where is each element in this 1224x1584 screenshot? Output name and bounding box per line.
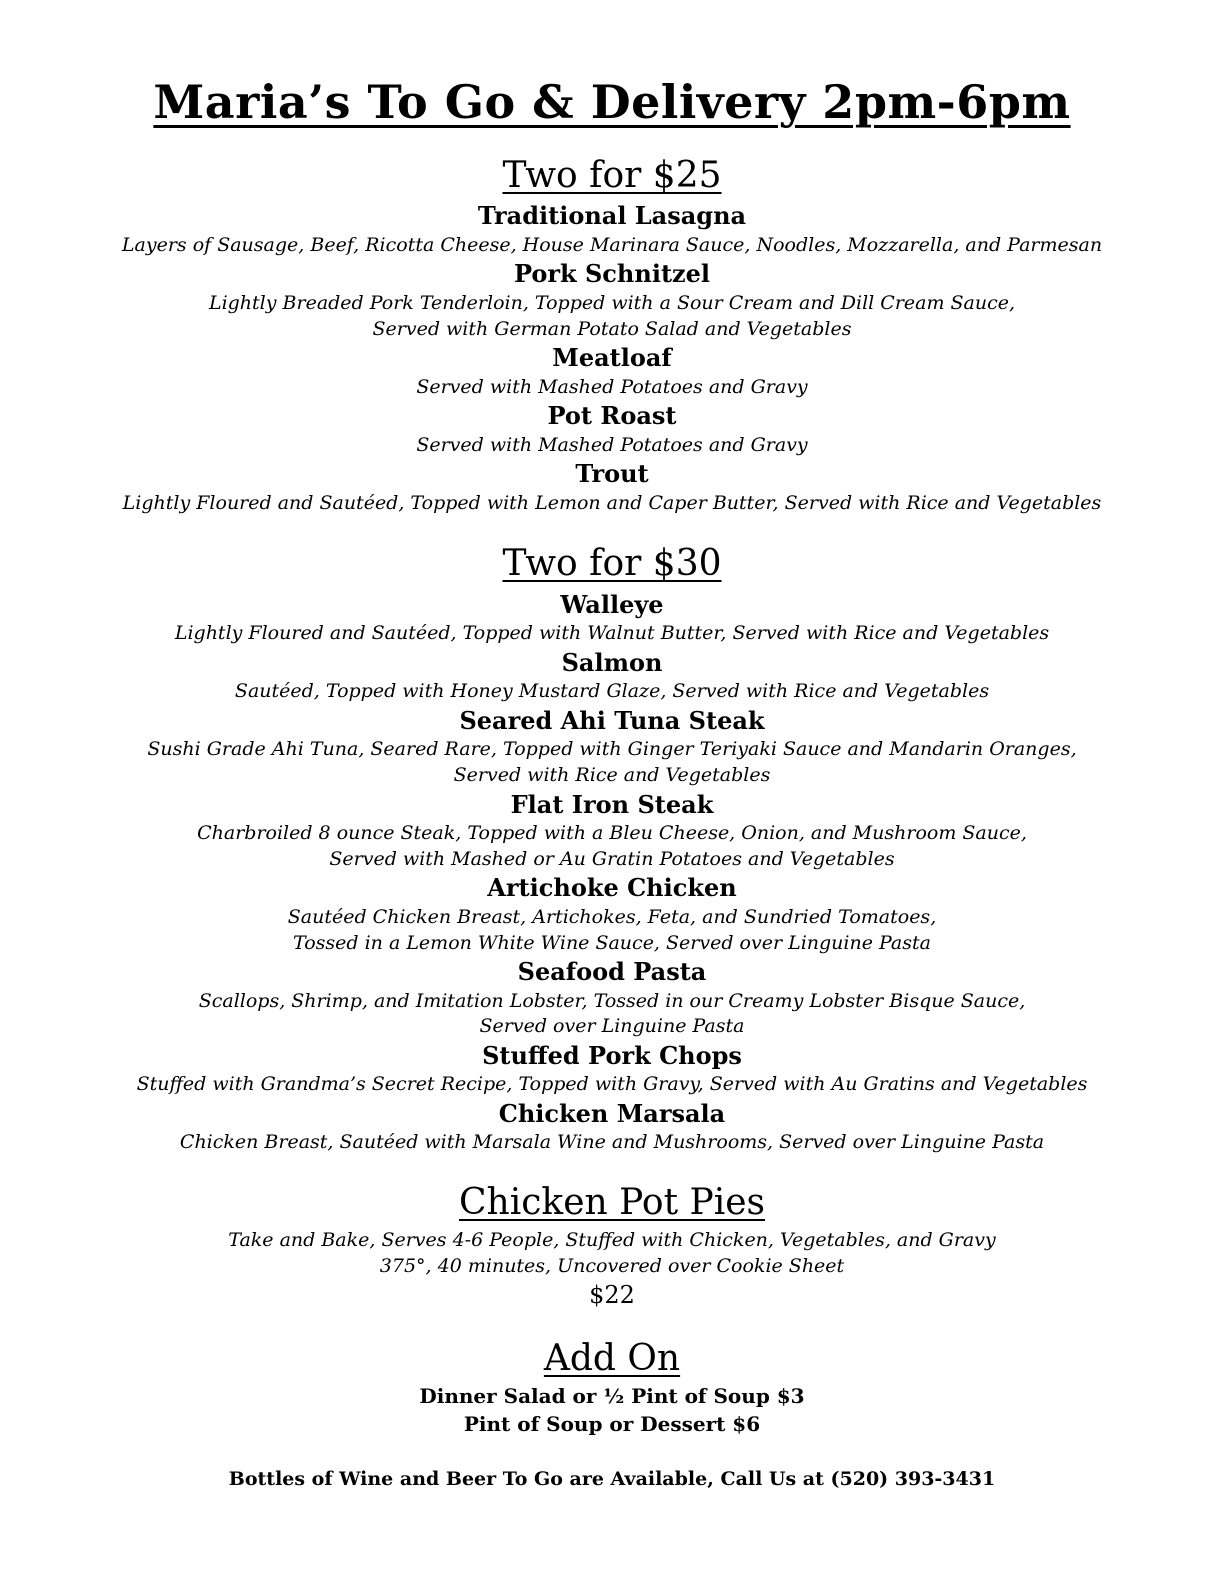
menu-item-name: Trout <box>575 459 649 488</box>
pot-pie-description: Take and Bake, Serves 4-6 People, Stuffed with Chicken, Vegetables, and Gravy <box>228 1229 996 1251</box>
menu-item-description: Served with Rice and Vegetables <box>453 764 771 786</box>
menu-item-description: Sautéed, Topped with Honey Mustard Glaze, Served with Rice and Vegetables <box>234 680 990 702</box>
menu-item-description: Layers of Sausage, Beef, Ricotta Cheese, House Marinara Sauce, Noodles, Mozzarella, and Parmesan <box>121 234 1103 256</box>
menu-item-name: Pot Roast <box>547 401 677 430</box>
menu-item-description: Chicken Breast, Sautéed with Marsala Wine and Mushrooms, Served over Linguine Pasta <box>179 1131 1045 1153</box>
menu-item-name: Traditional Lasagna <box>477 201 747 230</box>
menu-item-description: Lightly Floured and Sautéed, Topped with Walnut Butter, Served with Rice and Vegetables <box>174 622 1050 644</box>
menu-item-description: Served over Linguine Pasta <box>479 1015 745 1037</box>
menu-item-name: Flat Iron Steak <box>510 790 714 819</box>
menu-item-description: Sautéed Chicken Breast, Artichokes, Feta, and Sundried Tomatoes, <box>287 906 937 928</box>
menu-item-name: Seared Ahi Tuna Steak <box>459 706 765 735</box>
section-heading-two-for-25: Two for $25 <box>502 155 722 196</box>
menu-item-description: Served with Mashed or Au Gratin Potatoes and Vegetables <box>329 848 895 870</box>
menu-item-name: Pork Schnitzel <box>513 259 711 288</box>
menu-item-description: Served with Mashed Potatoes and Gravy <box>416 434 808 456</box>
menu-item-description: Charbroiled 8 ounce Steak, Topped with a Bleu Cheese, Onion, and Mushroom Sauce, <box>197 822 1027 844</box>
pot-pie-price: $22 <box>589 1281 635 1309</box>
menu-item-name: Stuffed Pork Chops <box>482 1041 742 1070</box>
add-on-line: Dinner Salad or ½ Pint of Soup $3 <box>419 1384 805 1408</box>
section-heading-add-on: Add On <box>543 1338 681 1379</box>
menu-item-name: Seafood Pasta <box>517 957 707 986</box>
menu-item-description: Tossed in a Lemon White Wine Sauce, Served over Linguine Pasta <box>293 932 931 954</box>
footer-note: Bottles of Wine and Beer To Go are Available, Call Us at (520) 393-3431 <box>228 1468 996 1490</box>
menu-item-name: Salmon <box>561 648 663 677</box>
menu-item-description: Scallops, Shrimp, and Imitation Lobster, Tossed in our Creamy Lobster Bisque Sauce, <box>198 990 1026 1012</box>
menu-item-name: Chicken Marsala <box>498 1099 726 1128</box>
menu-item-name: Meatloaf <box>552 343 672 372</box>
menu-item-description: Served with German Potato Salad and Vegetables <box>372 318 852 340</box>
section-heading-chicken-pot-pies: Chicken Pot Pies <box>458 1182 766 1223</box>
add-on-line: Pint of Soup or Dessert $6 <box>463 1412 761 1436</box>
pot-pie-description: 375°, 40 minutes, Uncovered over Cookie Sheet <box>379 1255 845 1277</box>
page-title: Maria’s To Go & Delivery 2pm-6pm <box>153 75 1071 129</box>
menu-item-description: Stuffed with Grandma’s Secret Recipe, Topped with Gravy, Served with Au Gratins and Vegetables <box>136 1073 1088 1095</box>
menu-item-name: Walleye <box>560 590 664 619</box>
section-heading-two-for-30: Two for $30 <box>502 543 722 584</box>
menu-item-name: Artichoke Chicken <box>487 873 737 902</box>
menu-item-description: Lightly Breaded Pork Tenderloin, Topped with a Sour Cream and Dill Cream Sauce, <box>208 292 1016 314</box>
menu-item-description: Served with Mashed Potatoes and Gravy <box>416 376 808 398</box>
menu-item-description: Sushi Grade Ahi Tuna, Seared Rare, Topped with Ginger Teriyaki Sauce and Mandarin Oranges, <box>147 738 1077 760</box>
menu-item-description: Lightly Floured and Sautéed, Topped with Lemon and Caper Butter, Served with Rice and Vegetables <box>122 492 1102 514</box>
